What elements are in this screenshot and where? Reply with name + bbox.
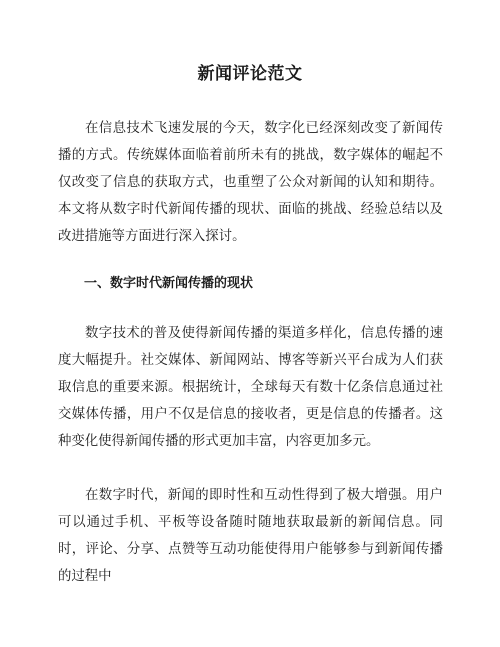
section-heading: 一、数字时代新闻传播的现状 xyxy=(84,276,254,291)
body-paragraph: 在数字时代，新闻的即时性和互动性得到了极大增强。用户可以通过手机、平板等设备随时随地获取最新的新闻信息。同时，评论、分享、点赞等互动功能使得用户能够参与到新闻传播的过程中 xyxy=(58,488,443,584)
document-title: 新闻评论范文 xyxy=(197,64,303,84)
intro-paragraph: 在信息技术飞速发展的今天，数字化已经深刻改变了新闻传播的方式。传统媒体面临着前所未有的挑战，数字媒体的崛起不仅改变了信息的获取方式，也重塑了公众对新闻的认知和期待。本文将从数字时代新闻传播的现状、面临的挑战、经验总结以及改进措施等方面进行深入探讨。 xyxy=(58,121,443,244)
body-paragraph: 数字技术的普及使得新闻传播的渠道多样化，信息传播的速度大幅提升。社交媒体、新闻网站、博客等新兴平台成为人们获取信息的重要来源。根据统计，全球每天有数十亿条信息通过社交媒体传播，用户不仅是信息的接收者，更是信息的传播者。这种变化使得新闻传播的形式更加丰富，内容更加多元。 xyxy=(58,326,443,449)
